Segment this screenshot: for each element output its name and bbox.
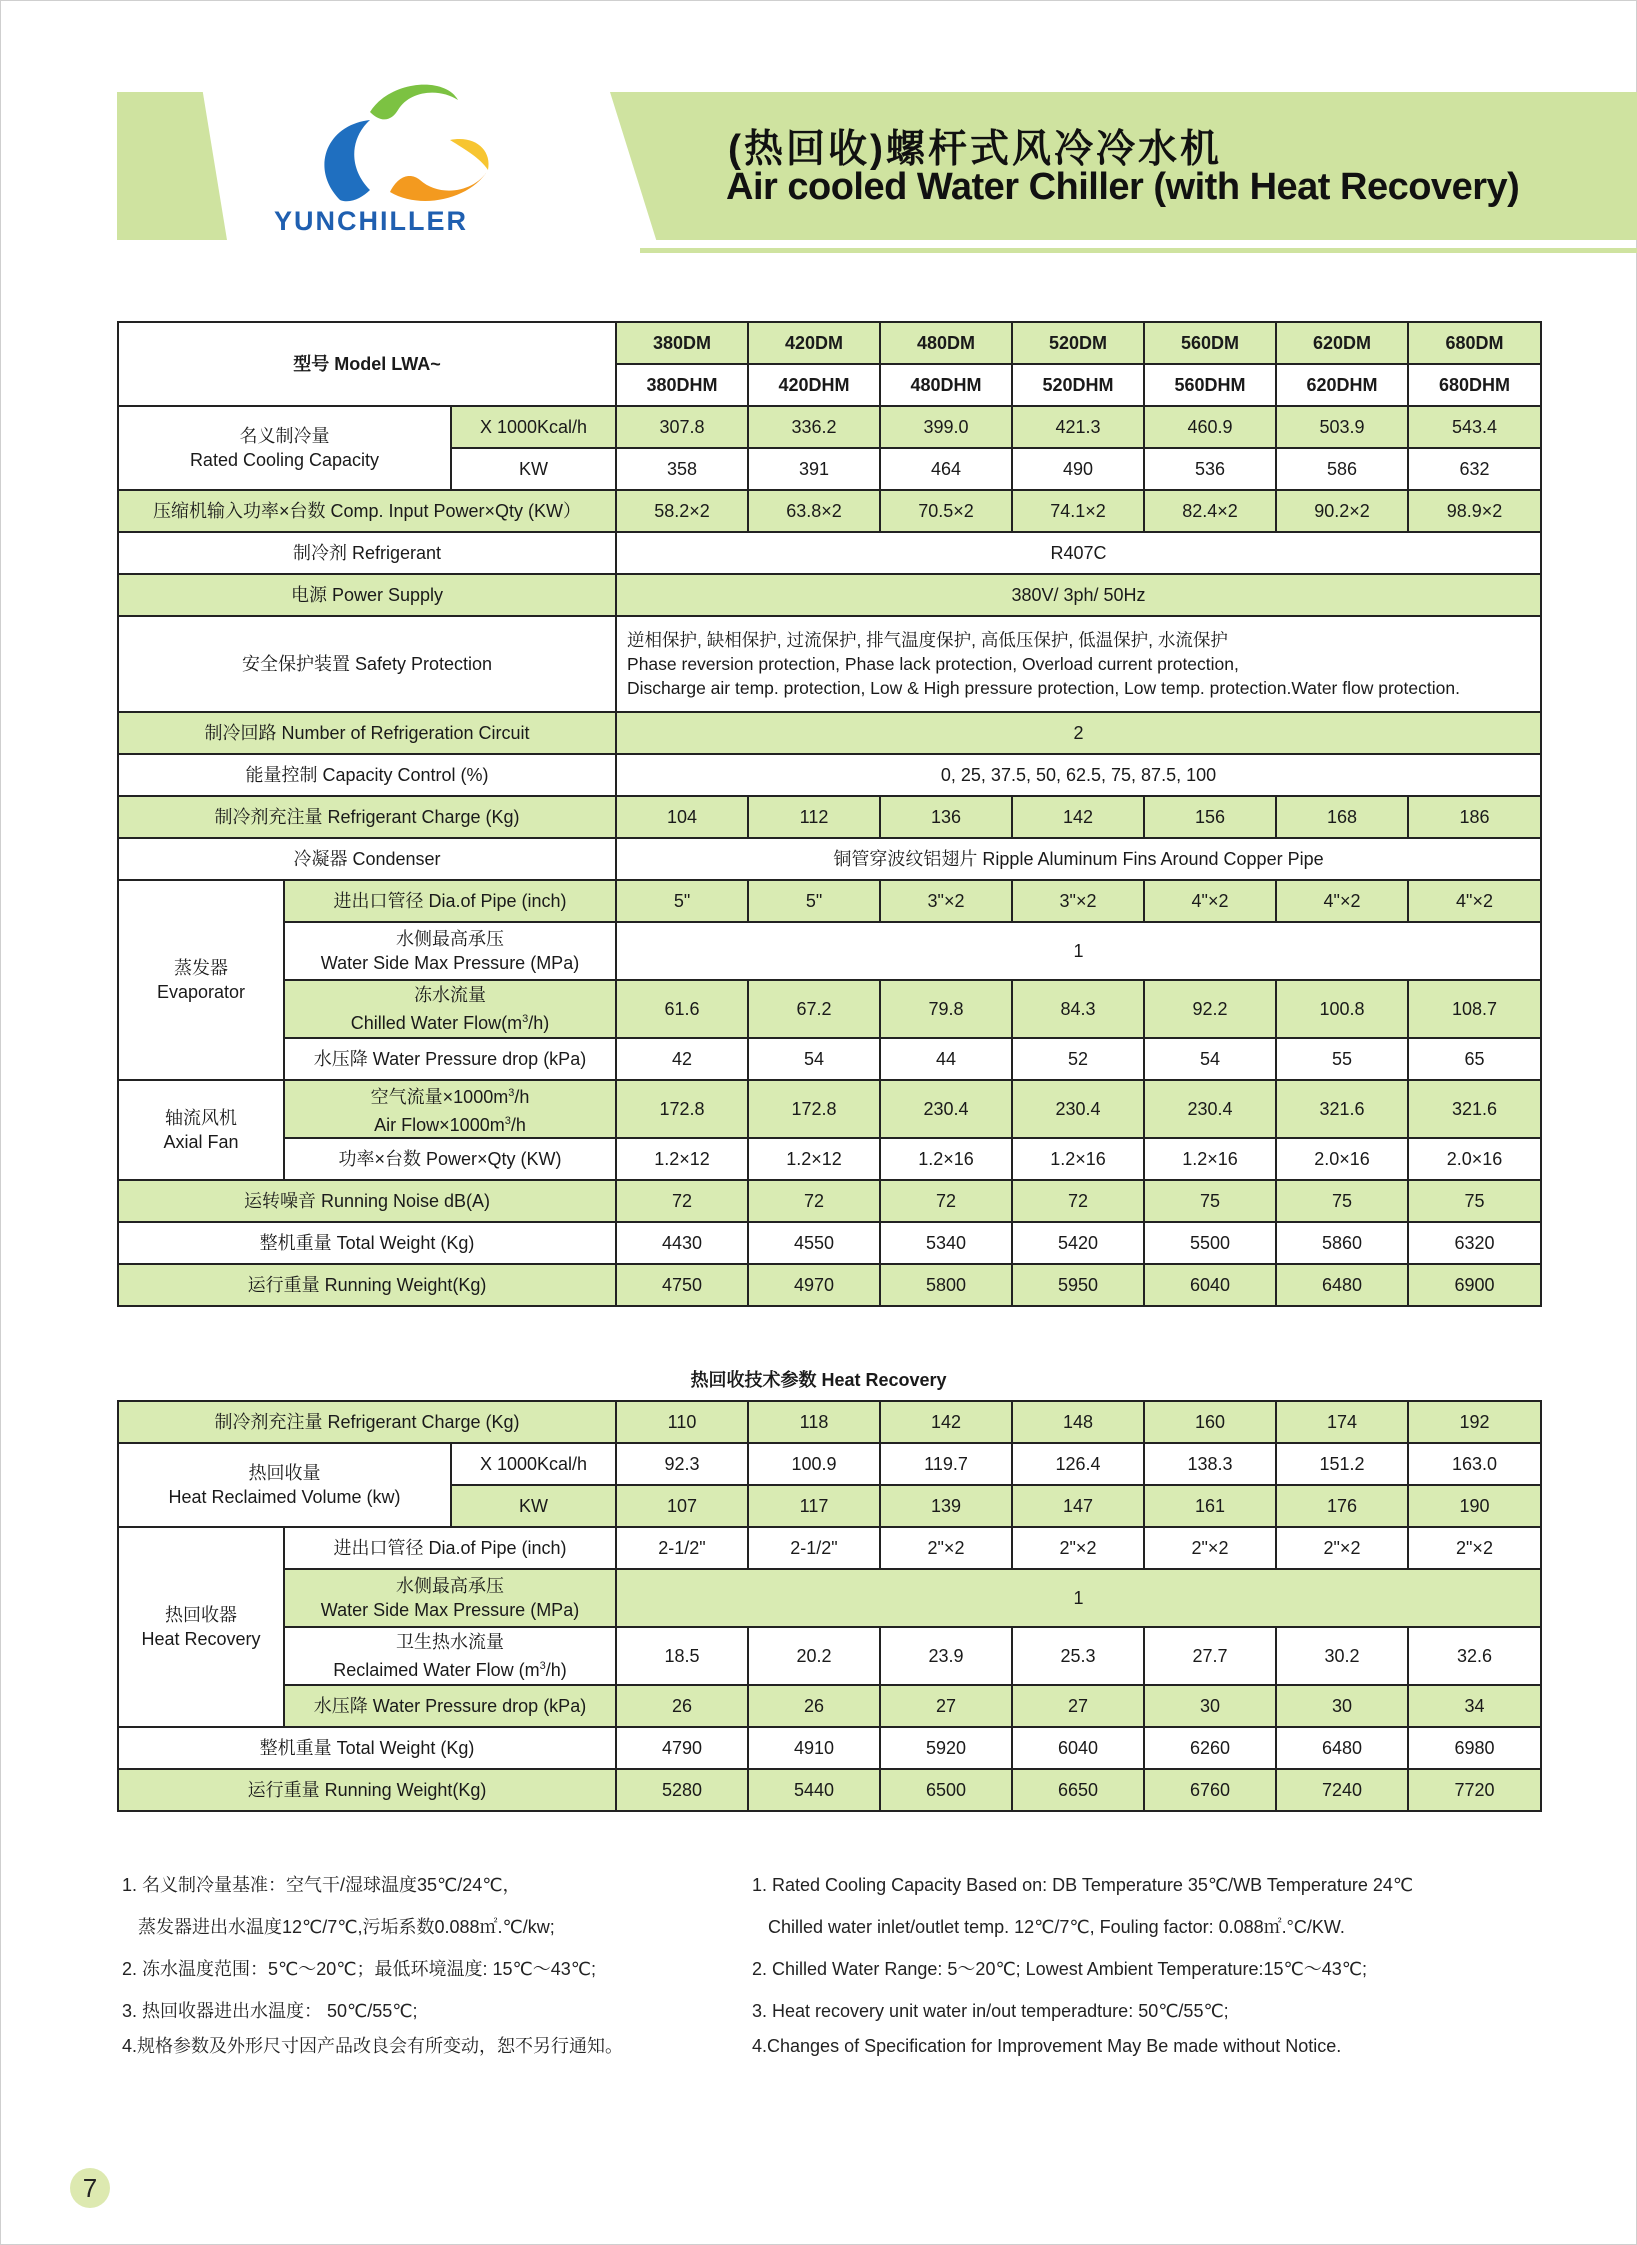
- safety-line-cn: 逆相保护, 缺相保护, 过流保护, 排气温度保护, 高低压保护, 低温保护, 水流保护: [627, 630, 1228, 650]
- cell: 6980: [1408, 1727, 1541, 1769]
- cell: 503.9: [1276, 406, 1408, 448]
- cell: 61.6: [616, 980, 748, 1038]
- model-dm: 560DM: [1144, 322, 1276, 364]
- cell: 25.3: [1012, 1627, 1144, 1685]
- heat-recovery-title: 热回收技术参数 Heat Recovery: [690, 1370, 947, 1390]
- model-dm: 480DM: [880, 322, 1012, 364]
- cell: 2"×2: [1012, 1527, 1144, 1569]
- cell: 4550: [748, 1222, 880, 1264]
- cell: 2.0×16: [1408, 1138, 1541, 1180]
- hr-maxp-en: Water Side Max Pressure (MPa): [320, 1600, 580, 1620]
- noise-row: [118, 1180, 1541, 1222]
- cell: 4"×2: [1276, 880, 1408, 922]
- evap-flow-en: Chilled Water $Flow(m^3/h)$: [350, 1013, 550, 1033]
- cell: 3"×2: [1012, 880, 1144, 922]
- cell: 79.8: [880, 980, 1012, 1038]
- cell: 117: [748, 1485, 880, 1527]
- weight-label: 整机重量 Total Weight (Kg): [118, 1222, 616, 1264]
- refrigerant-value: R407C: [616, 532, 1541, 574]
- cell: 421.3: [1012, 406, 1144, 448]
- cell: 58.2×2: [616, 490, 748, 532]
- logo-orange-swoosh: [390, 170, 488, 201]
- charge-label: 制冷剂充注量 Refrigerant Charge (Kg): [118, 796, 616, 838]
- cell: 2"×2: [880, 1527, 1012, 1569]
- cell: 142: [880, 1401, 1012, 1443]
- cell: 110: [616, 1401, 748, 1443]
- notes-chinese: [122, 1864, 742, 2060]
- cell: 6040: [1012, 1727, 1144, 1769]
- note-cn: 2. 冻水温度范围：5℃～20℃；最低环境温度: 15℃～43℃;: [122, 1959, 596, 1979]
- page-number: 7: [70, 2168, 110, 2208]
- cell: 336.2: [748, 406, 880, 448]
- hr-maxp-cn: 水侧最高承压: [396, 1576, 504, 1596]
- fan-power-row: [118, 1138, 1541, 1180]
- safety-value: [616, 616, 1541, 712]
- evap-drop-row: [118, 1038, 1541, 1080]
- cell: 3"×2: [880, 880, 1012, 922]
- model-dhm: 380DHM: [616, 364, 748, 406]
- header-underline: [640, 248, 1637, 253]
- cell: 6760: [1144, 1769, 1276, 1811]
- cell: 108.7: [1408, 980, 1541, 1038]
- cell: 6320: [1408, 1222, 1541, 1264]
- comp-power-label: 压缩机输入功率×台数 Comp. Input Power×Qty (KW）: [118, 490, 616, 532]
- hr-weight-row: [118, 1727, 1541, 1769]
- cell: 1.2×16: [1144, 1138, 1276, 1180]
- power-supply-label: 电源 Power Supply: [118, 574, 616, 616]
- evap-maxp-label: [284, 922, 616, 980]
- cell: 192: [1408, 1401, 1541, 1443]
- charge-row: [118, 796, 1541, 838]
- cell: 54: [748, 1038, 880, 1080]
- evap-drop-label: 水压降 Water Pressure drop (kPa): [284, 1038, 616, 1080]
- title-english: Air cooled Water Chiller (with Heat Recovery): [726, 166, 1520, 208]
- cell: 172.8: [748, 1080, 880, 1138]
- hr-volume-cn: 热回收量: [248, 1463, 321, 1483]
- hr-volume-en: Heat Reclaimed Volume (kw): [168, 1487, 401, 1507]
- cell: 27: [880, 1685, 1012, 1727]
- logo-green-swoosh: [370, 85, 458, 120]
- evap-maxp-row: [118, 922, 1541, 980]
- cooling-capacity-label: [118, 406, 451, 490]
- cell: 63.8×2: [748, 490, 880, 532]
- cell: 4"×2: [1144, 880, 1276, 922]
- hr-flow-row: [118, 1627, 1541, 1685]
- cell: 399.0: [880, 406, 1012, 448]
- evap-flow-cn: 冻水流量: [414, 985, 486, 1005]
- cell: 98.9×2: [1408, 490, 1541, 532]
- cell: 147: [1012, 1485, 1144, 1527]
- evap-maxp-value: 1: [616, 922, 1541, 980]
- hr-pipe-row: [118, 1527, 1541, 1569]
- cell: 464: [880, 448, 1012, 490]
- cell: 72: [616, 1180, 748, 1222]
- cell: 5800: [880, 1264, 1012, 1306]
- cell: 72: [748, 1180, 880, 1222]
- weight-row: [118, 1222, 1541, 1264]
- model-dm: 380DM: [616, 322, 748, 364]
- title-chinese: (热回收)螺杆式风冷冷水机: [728, 128, 1222, 171]
- cell: 163.0: [1408, 1443, 1541, 1485]
- evaporator-label: [118, 880, 284, 1080]
- model-dm: 620DM: [1276, 322, 1408, 364]
- cell: 138.3: [1144, 1443, 1276, 1485]
- hr-maxp-value: 1: [616, 1569, 1541, 1627]
- model-dhm: 680DHM: [1408, 364, 1541, 406]
- cell: 358: [616, 448, 748, 490]
- cell: 75: [1408, 1180, 1541, 1222]
- note-cn: 蒸发器进出水温度12℃/7℃,污垢系数0.088㎡.℃/kw;: [138, 1917, 555, 1937]
- running-weight-label: 运行重量 Running Weight(Kg): [118, 1264, 616, 1306]
- hr-running-weight-label: 运行重量 Running Weight(Kg): [118, 1769, 616, 1811]
- model-dm: 520DM: [1012, 322, 1144, 364]
- cell: 2-1/2": [748, 1527, 880, 1569]
- power-supply-value: 380V/ 3ph/ 50Hz: [616, 574, 1541, 616]
- cell: 30: [1144, 1685, 1276, 1727]
- condenser-label: 冷凝器 Condenser: [118, 838, 616, 880]
- noise-label: 运转噪音 Running Noise dB(A): [118, 1180, 616, 1222]
- safety-label: 安全保护装置 Safety Protection: [118, 616, 616, 712]
- cell: 26: [748, 1685, 880, 1727]
- cell: 230.4: [1012, 1080, 1144, 1138]
- note-cn: 1. 名义制冷量基准：空气干/湿球温度35℃/24℃，: [122, 1875, 521, 1895]
- model-dhm: 420DHM: [748, 364, 880, 406]
- capacity-control-value: 0, 25, 37.5, 50, 62.5, 75, 87.5, 100: [616, 754, 1541, 796]
- cell: 5860: [1276, 1222, 1408, 1264]
- cooling-label-en: Rated Cooling Capacity: [189, 450, 380, 470]
- refrigerant-row: [118, 532, 1541, 574]
- model-label: 型号 Model LWA~: [118, 322, 616, 406]
- cell: 7240: [1276, 1769, 1408, 1811]
- capacity-control-label: 能量控制 Capacity Control (%): [118, 754, 616, 796]
- cell: 6900: [1408, 1264, 1541, 1306]
- cell: 190: [1408, 1485, 1541, 1527]
- brand-name: YUNCHILLER: [274, 206, 468, 236]
- cell: 4910: [748, 1727, 880, 1769]
- cell: 42: [616, 1038, 748, 1080]
- cell: 460.9: [1144, 406, 1276, 448]
- fan-label: [118, 1080, 284, 1180]
- power-supply-row: [118, 574, 1541, 616]
- cell: 1.2×16: [1012, 1138, 1144, 1180]
- cell: 92.3: [616, 1443, 748, 1485]
- cell: 84.3: [1012, 980, 1144, 1038]
- hr-charge-label: 制冷剂充注量 Refrigerant Charge (Kg): [118, 1401, 616, 1443]
- evap-flow-label: [284, 980, 616, 1038]
- cell: 4970: [748, 1264, 880, 1306]
- hr-weight-label: 整机重量 Total Weight (Kg): [118, 1727, 616, 1769]
- hr-volume-label: [118, 1443, 451, 1527]
- note-en: 1. Rated Cooling Capacity Based on: DB Temperature 35℃/WB Temperature 24℃: [752, 1875, 1414, 1895]
- cell: 161: [1144, 1485, 1276, 1527]
- condenser-row: [118, 838, 1541, 880]
- hr-drop-row: [118, 1685, 1541, 1727]
- cell: 90.2×2: [1276, 490, 1408, 532]
- cell: 1.2×16: [880, 1138, 1012, 1180]
- cell: 4430: [616, 1222, 748, 1264]
- cell: 100.9: [748, 1443, 880, 1485]
- cell: 142: [1012, 796, 1144, 838]
- safety-line-en-1: Phase reversion protection, Phase lack protection, Overload current protection,: [627, 654, 1239, 674]
- cell: 112: [748, 796, 880, 838]
- cell: 5340: [880, 1222, 1012, 1264]
- cell: 321.6: [1408, 1080, 1541, 1138]
- cell: 2"×2: [1144, 1527, 1276, 1569]
- fan-air-row: [118, 1080, 1541, 1138]
- cell: 6480: [1276, 1727, 1408, 1769]
- model-dm: 680DM: [1408, 322, 1541, 364]
- cell: 2"×2: [1408, 1527, 1541, 1569]
- cell: 20.2: [748, 1627, 880, 1685]
- cell: 136: [880, 796, 1012, 838]
- cell: 5": [616, 880, 748, 922]
- cell: 18.5: [616, 1627, 748, 1685]
- cell: 4750: [616, 1264, 748, 1306]
- fan-label-en: Axial Fan: [163, 1132, 239, 1152]
- cell: 490: [1012, 448, 1144, 490]
- cell: 168: [1276, 796, 1408, 838]
- cell: 5420: [1012, 1222, 1144, 1264]
- note-cn: 3. 热回收器进出水温度： 50℃/55℃;: [122, 2001, 418, 2021]
- cell: 174: [1276, 1401, 1408, 1443]
- fan-label-cn: 轴流风机: [165, 1108, 237, 1128]
- cell: 6480: [1276, 1264, 1408, 1306]
- hr-kcal-row: [118, 1443, 1541, 1485]
- cell: 4790: [616, 1727, 748, 1769]
- cell: 391: [748, 448, 880, 490]
- cell: 72: [880, 1180, 1012, 1222]
- hr-flow-cn: 卫生热水流量: [396, 1632, 504, 1652]
- cell: 55: [1276, 1038, 1408, 1080]
- cell: 2-1/2": [616, 1527, 748, 1569]
- cell: 321.6: [1276, 1080, 1408, 1138]
- evap-maxp-en: Water Side Max Pressure (MPa): [320, 953, 580, 973]
- cell: 67.2: [748, 980, 880, 1038]
- cell: 75: [1276, 1180, 1408, 1222]
- cell: 34: [1408, 1685, 1541, 1727]
- hr-drop-label: 水压降 Water Pressure drop (kPa): [284, 1685, 616, 1727]
- model-dhm: 620DHM: [1276, 364, 1408, 406]
- note-cn: 4.规格参数及外形尺寸因产品改良会有所变动，恕不另行通知。: [122, 2036, 624, 2056]
- cell: 5": [748, 880, 880, 922]
- cell: 74.1×2: [1012, 490, 1144, 532]
- logo-blue-swoosh: [324, 120, 370, 201]
- cell: 536: [1144, 448, 1276, 490]
- note-en: 3. Heat recovery unit water in/out temperadture: 50℃/55℃;: [752, 2001, 1229, 2021]
- unit-kcal: X 1000Kcal/h: [451, 1443, 616, 1485]
- cell: 70.5×2: [880, 490, 1012, 532]
- cell: 2"×2: [1276, 1527, 1408, 1569]
- cell: 7720: [1408, 1769, 1541, 1811]
- refrigerant-label: 制冷剂 Refrigerant: [118, 532, 616, 574]
- cell: 26: [616, 1685, 748, 1727]
- cell: 6040: [1144, 1264, 1276, 1306]
- capacity-control-row: [118, 754, 1541, 796]
- fan-air-en: Air $Flow\times 1000m^3/h$: [374, 1115, 526, 1135]
- hr-running-weight-row: [118, 1769, 1541, 1811]
- unit-kw: KW: [451, 1485, 616, 1527]
- cell: 30.2: [1276, 1627, 1408, 1685]
- cell: 148: [1012, 1401, 1144, 1443]
- cell: 75: [1144, 1180, 1276, 1222]
- cell: 186: [1408, 796, 1541, 838]
- cell: 23.9: [880, 1627, 1012, 1685]
- cell: 27: [1012, 1685, 1144, 1727]
- note-en: 2. Chilled Water Range: 5～20℃; Lowest Ambient Temperature:15℃～43℃;: [752, 1959, 1367, 1979]
- comp-power-row: [118, 490, 1541, 532]
- hr-charge-row: [118, 1401, 1541, 1443]
- cell: 156: [1144, 796, 1276, 838]
- cell: 5920: [880, 1727, 1012, 1769]
- evaporator-label-cn: 蒸发器: [174, 958, 228, 978]
- cell: 586: [1276, 448, 1408, 490]
- cell: 1.2×12: [748, 1138, 880, 1180]
- hr-pipe-label: 进出口管径 Dia.of Pipe (inch): [284, 1527, 616, 1569]
- condenser-value: 铜管穿波纹铝翅片 Ripple Aluminum Fins Around Copper Pipe: [616, 838, 1541, 880]
- notes-english: [752, 1864, 1552, 2060]
- running-weight-row: [118, 1264, 1541, 1306]
- cell: 5500: [1144, 1222, 1276, 1264]
- cell: 72: [1012, 1180, 1144, 1222]
- model-dhm: 520DHM: [1012, 364, 1144, 406]
- evap-pipe-row: [118, 880, 1541, 922]
- cell: 543.4: [1408, 406, 1541, 448]
- cell: 100.8: [1276, 980, 1408, 1038]
- model-row-dm: [118, 322, 1541, 364]
- cell: 126.4: [1012, 1443, 1144, 1485]
- note-en: 4.Changes of Specification for Improvement May Be made without Notice.: [752, 2036, 1342, 2056]
- cell: 44: [880, 1038, 1012, 1080]
- spec-table: [117, 321, 1542, 1307]
- cell: 632: [1408, 448, 1541, 490]
- circuit-value: 2: [616, 712, 1541, 754]
- cell: 6500: [880, 1769, 1012, 1811]
- cell: 139: [880, 1485, 1012, 1527]
- safety-line-en-2: Discharge air temp. protection, Low & High pressure protection, Low temp. protection.Water flow protection.: [627, 678, 1460, 698]
- cell: 1.2×12: [616, 1138, 748, 1180]
- cell: 5950: [1012, 1264, 1144, 1306]
- logo-yellow-swoosh: [450, 139, 489, 170]
- evap-flow-row: [118, 980, 1541, 1038]
- hr-flow-en: Reclaimed Water Flow $(m^3/h)$: [333, 1660, 567, 1680]
- cooling-label-cn: 名义制冷量: [239, 426, 330, 446]
- cell: 5440: [748, 1769, 880, 1811]
- cell: 27.7: [1144, 1627, 1276, 1685]
- cell: 32.6: [1408, 1627, 1541, 1685]
- hr-maxp-label: [284, 1569, 616, 1627]
- model-dhm: 480DHM: [880, 364, 1012, 406]
- cell: 119.7: [880, 1443, 1012, 1485]
- evaporator-label-en: Evaporator: [156, 982, 246, 1002]
- cell: 4"×2: [1408, 880, 1541, 922]
- cell: 92.2: [1144, 980, 1276, 1038]
- cooling-kcal-row: [118, 406, 1541, 448]
- evap-pipe-label: 进出口管径 Dia.of Pipe (inch): [284, 880, 616, 922]
- hr-flow-label: [284, 1627, 616, 1685]
- note-en: Chilled water inlet/outlet temp. 12℃/7℃, Fouling factor: 0.088㎡.°C/KW.: [768, 1917, 1345, 1937]
- cell: 30: [1276, 1685, 1408, 1727]
- cell: 6650: [1012, 1769, 1144, 1811]
- cell: 65: [1408, 1038, 1541, 1080]
- unit-kcal: X 1000Kcal/h: [451, 406, 616, 448]
- cell: 307.8: [616, 406, 748, 448]
- cell: 104: [616, 796, 748, 838]
- heat-recovery-table: [117, 1400, 1542, 1812]
- model-dhm: 560DHM: [1144, 364, 1276, 406]
- cell: 54: [1144, 1038, 1276, 1080]
- cell: 118: [748, 1401, 880, 1443]
- cell: 151.2: [1276, 1443, 1408, 1485]
- cell: 82.4×2: [1144, 490, 1276, 532]
- cell: 230.4: [880, 1080, 1012, 1138]
- cell: 5280: [616, 1769, 748, 1811]
- cell: 172.8: [616, 1080, 748, 1138]
- fan-power-label: 功率×台数 Power×Qty (KW): [284, 1138, 616, 1180]
- fan-air-label: [284, 1080, 616, 1138]
- hr-recovery-label: [118, 1527, 284, 1727]
- cell: 230.4: [1144, 1080, 1276, 1138]
- circuit-row: [118, 712, 1541, 754]
- evap-maxp-cn: 水侧最高承压: [396, 929, 504, 949]
- cell: 6260: [1144, 1727, 1276, 1769]
- unit-kw: KW: [451, 448, 616, 490]
- hr-maxp-row: [118, 1569, 1541, 1627]
- cell: 52: [1012, 1038, 1144, 1080]
- model-dm: 420DM: [748, 322, 880, 364]
- hr-recovery-cn: 热回收器: [165, 1605, 237, 1625]
- cell: 160: [1144, 1401, 1276, 1443]
- hr-recovery-en: Heat Recovery: [141, 1629, 261, 1649]
- safety-row: [118, 616, 1541, 712]
- circuit-label: 制冷回路 Number of Refrigeration Circuit: [118, 712, 616, 754]
- cell: 176: [1276, 1485, 1408, 1527]
- fan-air-cn: 空气流量$\times 1000m^3/h$: [370, 1087, 530, 1107]
- cell: 2.0×16: [1276, 1138, 1408, 1180]
- cell: 107: [616, 1485, 748, 1527]
